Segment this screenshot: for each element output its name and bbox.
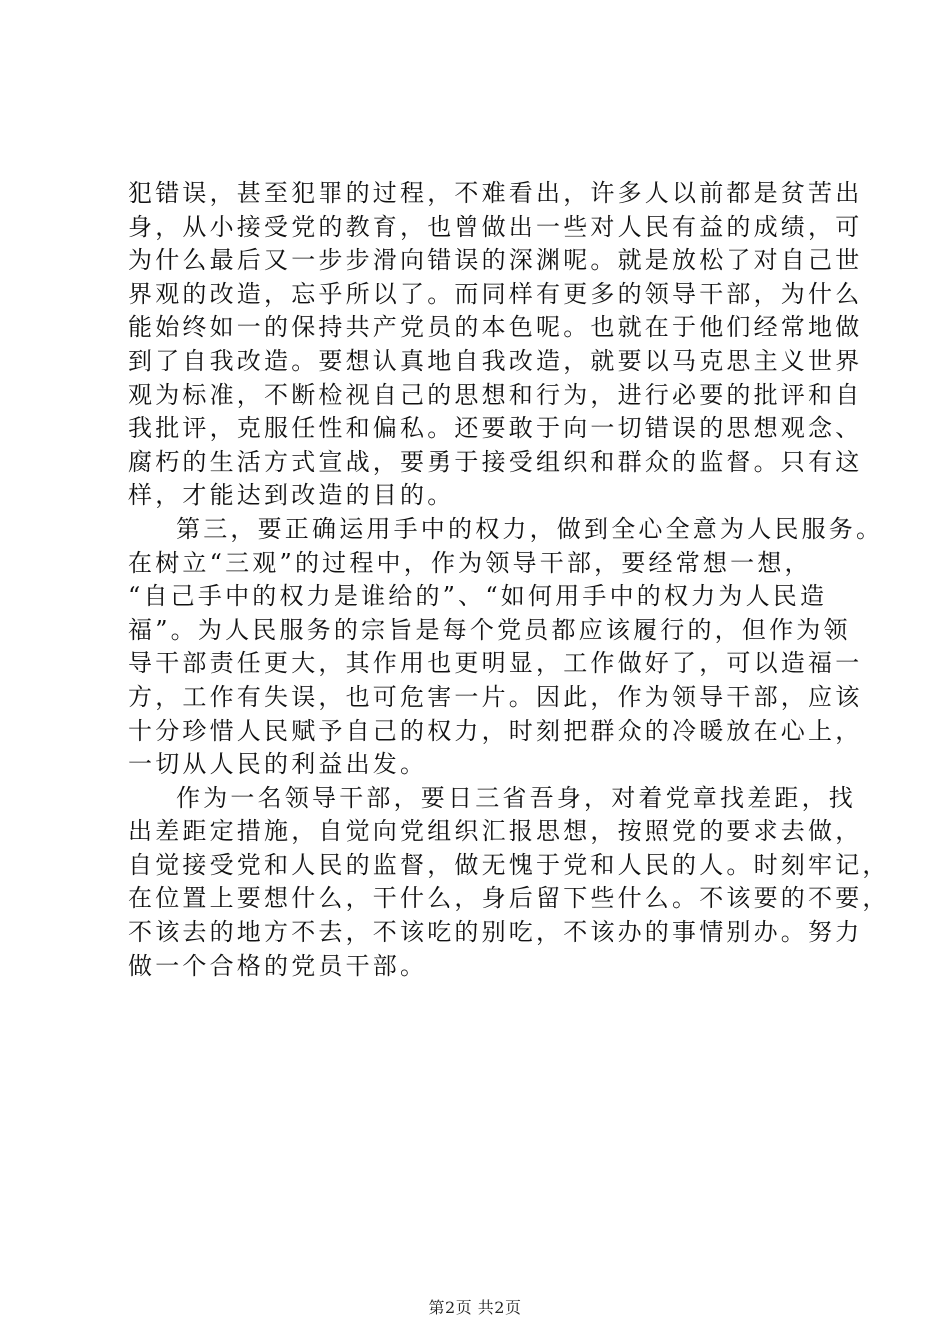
text-line: 方，工作有失误，也可危害一片。因此，作为领导干部，应该 [128, 682, 863, 711]
text-line: 作为一名领导干部，要日三省吾身，对着党章找差距，找 [176, 783, 856, 812]
text-line: 第三，要正确运用手中的权力，做到全心全意为人民服务。 [176, 514, 884, 543]
text-line: 自觉接受党和人民的监督，做无愧于党和人民的人。时刻牢记， [128, 850, 890, 879]
text-line: 腐朽的生活方式宣战，要勇于接受组织和群众的监督。只有这 [128, 447, 863, 476]
paragraph [128, 177, 863, 513]
text-line: 犯错误，甚至犯罪的过程，不难看出，许多人以前都是贫苦出 [128, 179, 863, 207]
text-line: 在位置上要想什么，干什么，身后留下些什么。不该要的不要， [128, 884, 890, 913]
text-line: 界观的改造，忘乎所以了。而同样有更多的领导干部，为什么 [128, 279, 863, 308]
document-body [128, 177, 890, 983]
text-line: 样，才能达到改造的目的。 [128, 481, 455, 510]
paragraph [128, 782, 890, 984]
text-line: 不该去的地方不去，不该吃的别吃，不该办的事情别办。努力 [128, 918, 863, 947]
text-line: 一切从人民的利益出发。 [128, 750, 428, 779]
text-line: 做一个合格的党员干部。 [128, 951, 428, 980]
page-footer: 第2页 共2页 [428, 1298, 522, 1317]
text-line: 导干部责任更大，其作用也更明显，工作做好了，可以造福一 [128, 649, 863, 678]
text-line: 能始终如一的保持共产党员的本色呢。也就在于他们经常地做 [128, 313, 863, 342]
text-line: 在树立“三观”的过程中，作为领导干部，要经常想一想， [128, 548, 812, 577]
text-line: 观为标准，不断检视自己的思想和行为，进行必要的批评和自 [128, 380, 863, 409]
paragraph [128, 513, 884, 782]
text-line: 为什么最后又一步步滑向错误的深渊呢。就是放松了对自己世 [128, 246, 863, 275]
text-line: 福”。为人民服务的宗旨是每个党员都应该履行的，但作为领 [128, 615, 851, 644]
text-line: 我批评，克服任性和偏私。还要敢于向一切错误的思想观念、 [128, 414, 863, 443]
text-line: 身，从小接受党的教育，也曾做出一些对人民有益的成绩，可 [128, 212, 863, 241]
text-line: 到了自我改造。要想认真地自我改造，就要以马克思主义世界 [128, 346, 863, 375]
text-line: “自己手中的权力是谁给的”、“如何用手中的权力为人民造 [128, 582, 828, 611]
text-line: 十分珍惜人民赋予自己的权力，时刻把群众的冷暖放在心上， [128, 716, 863, 745]
text-line: 出差距定措施，自觉向党组织汇报思想，按照党的要求去做， [128, 817, 863, 846]
